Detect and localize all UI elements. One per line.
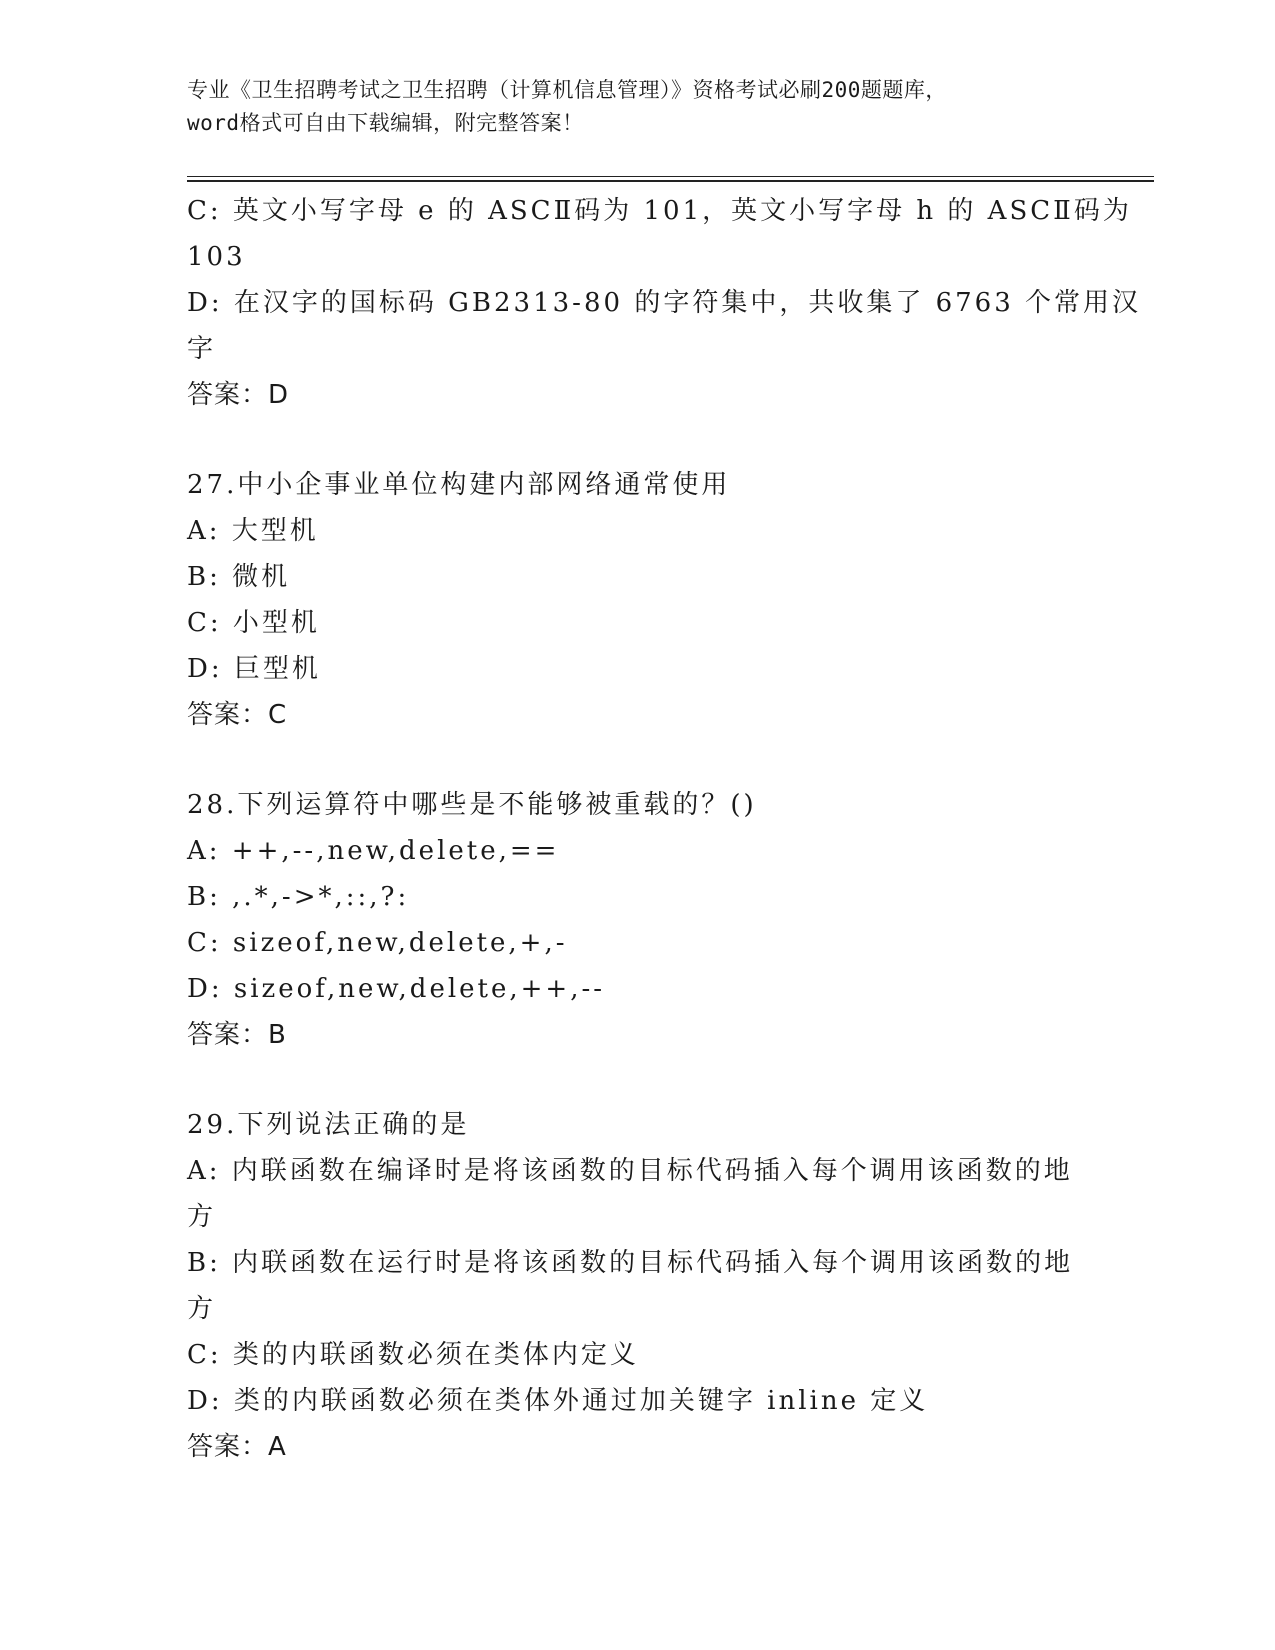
- answer-label: 答案：C: [187, 700, 288, 730]
- option-c-line2: 103: [187, 242, 246, 272]
- option-c: C: 小型机: [187, 608, 320, 638]
- question-stem: 27.中小企事业单位构建内部网络通常使用: [187, 470, 731, 500]
- option-c: C: 类的内联函数必须在类体内定义: [187, 1340, 639, 1370]
- option-a: A: 大型机: [187, 516, 319, 546]
- option-b-line1: B: 内联函数在运行时是将该函数的目标代码插入每个调用该函数的地: [187, 1248, 1074, 1278]
- option-b-line2: 方: [187, 1294, 217, 1324]
- option-d-line2: 字: [187, 334, 217, 364]
- option-c-line1: C: 英文小写字母 e 的 ASCⅡ码为 101，英文小写字母 h 的 ASCⅡ码为: [187, 196, 1132, 226]
- question-content: [187, 188, 1142, 1470]
- option-c: C: sizeof,new,delete,+,-: [187, 928, 568, 958]
- option-d: D: sizeof,new,delete,++,--: [187, 974, 606, 1004]
- question-28: [187, 782, 1087, 1058]
- option-d: D: 类的内联函数必须在类体外通过加关键字 inline 定义: [187, 1386, 929, 1416]
- option-b: B: ,.*,->*,::,?:: [187, 882, 410, 912]
- question-26-continued: [187, 188, 1142, 418]
- header-divider-bottom: [187, 180, 1154, 182]
- option-d-line1: D: 在汉字的国标码 GB2313-80 的字符集中，共收集了 6763 个常用汉: [187, 288, 1142, 318]
- option-a-line1: A: 内联函数在编译时是将该函数的目标代码插入每个调用该函数的地: [187, 1156, 1073, 1186]
- question-29: [187, 1102, 1087, 1470]
- question-27: [187, 462, 1087, 738]
- header-divider-top: [187, 176, 1154, 177]
- option-d: D: 巨型机: [187, 654, 321, 684]
- question-stem: 28.下列运算符中哪些是不能够被重载的？(): [187, 790, 757, 820]
- spacer: [187, 738, 1087, 782]
- header-title-line2: word格式可自由下载编辑，附完整答案！: [187, 111, 584, 135]
- answer-label: 答案：B: [187, 1020, 287, 1050]
- option-a: A: ++,--,new,delete,==: [187, 836, 560, 866]
- spacer: [187, 1058, 1087, 1102]
- document-header: [187, 74, 1087, 140]
- header-title-line1: 专业《卫生招聘考试之卫生招聘（计算机信息管理）》资格考试必刷200题题库，: [187, 78, 947, 102]
- answer-label: 答案：A: [187, 1432, 287, 1462]
- spacer: [187, 418, 1087, 462]
- option-b: B: 微机: [187, 562, 291, 592]
- question-stem: 29.下列说法正确的是: [187, 1110, 470, 1140]
- option-a-line2: 方: [187, 1202, 217, 1232]
- answer-label: 答案：D: [187, 380, 290, 410]
